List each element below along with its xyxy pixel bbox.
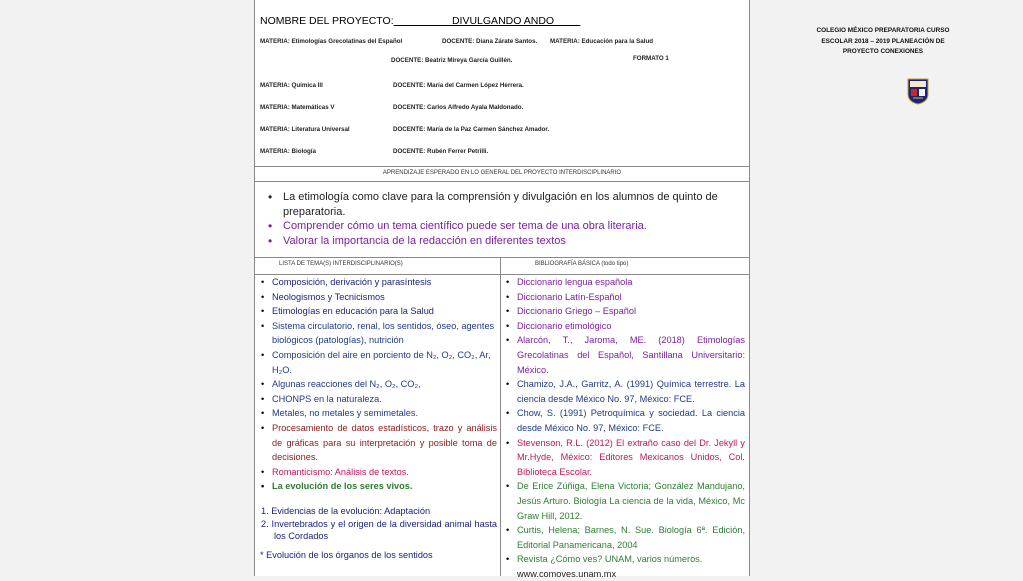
theme-item: • La evolución de los seres vivos. — [259, 479, 497, 494]
bib-item: • Chow, S. (1991) Petroquímica y sociedad. La ciencia desde México No. 97, México: FCE. — [504, 406, 745, 435]
themes-heading: LISTA DE TEMA(S) INTERDISCIPLINARIO(S) — [279, 261, 403, 267]
theme-item: • Composición del aire en porciento de N₂, O₂, CO₂, Ar, H₂O. — [259, 348, 497, 377]
evolution-subitem: 1. Evidencias de la evolución: Adaptación — [261, 506, 431, 516]
learning-item: • Valorar la importancia de la redacción en diferentes textos — [265, 234, 745, 249]
theme-item: • CHONPS en la naturaleza. — [259, 392, 497, 407]
school-crest-icon — [907, 78, 929, 105]
docente-literatura: DOCENTE: María de la Paz Carmen Sánchez Amador. — [393, 126, 550, 133]
theme-item: • Sistema circulatorio, renal, los sentidos, óseo, agentes biológicos (patologías), nutrición — [259, 319, 497, 348]
docente-biologia: DOCENTE: Rubén Ferrer Petrilli. — [393, 148, 489, 155]
document-page — [254, 0, 750, 579]
divider — [255, 181, 749, 182]
learning-item: • Comprender cómo un tema científico puede ser tema de una obra literaria. — [265, 219, 745, 234]
bib-item: • Curtis, Helena; Barnes, N. Sue. Biología 6ª. Edición, Editorial Panamericana, 2004 — [504, 523, 745, 552]
theme-item: • Romanticismo: Análisis de textos. — [259, 465, 497, 480]
docente-matematicas: DOCENTE: Carlos Alfredo Ayala Maldonado. — [393, 104, 524, 111]
divider — [255, 166, 749, 167]
materia-quimica: MATERIA: Química III — [260, 82, 323, 89]
bib-item: • Revista ¿Cómo ves? UNAM, varios números. — [504, 552, 745, 567]
learning-heading: APRENDIZAJE ESPERADO EN LO GENERAL DEL PROYECTO INTERDISCIPLINARIO — [382, 170, 622, 176]
docente-diana: DOCENTE: Diana Zárate Santos. — [442, 38, 538, 45]
school-heading-line: PROYECTO CONEXIONES — [842, 48, 924, 55]
themes-list — [259, 275, 497, 494]
learning-item: • La etimología como clave para la comprensión y divulgación en los alumnos de quinto de preparatoria. — [265, 190, 745, 219]
materia-matematicas: MATERIA: Matemáticas V — [260, 104, 335, 111]
bib-item: • Diccionario lengua española — [504, 275, 745, 290]
bib-item: • De Erice Zúñiga, Elena Victoria; González Mandujano, Jesús Arturo. Biología La ciencia de la vida, México, Mc Graw Hill, 2012. — [504, 479, 745, 523]
theme-item: • Neologismos y Tecnicismos — [259, 290, 497, 305]
evolution-subitem: 2. Invertebrados y el origen de la diversidad animal hasta los Cordados — [261, 518, 497, 542]
learning-list — [265, 190, 745, 248]
bibliography-list — [504, 275, 745, 581]
school-heading — [808, 26, 958, 58]
column-divider — [500, 258, 501, 576]
bib-item: • Diccionario Griego – Español — [504, 304, 745, 319]
theme-item: • Etimologías en educación para la Salud — [259, 304, 497, 319]
school-heading-line: ESCOLAR 2018 – 2019 PLANEACIÓN DE — [821, 37, 945, 45]
divider — [255, 257, 749, 258]
materia-salud: MATERIA: Educación para la Salud — [550, 38, 654, 45]
bib-item: • Chamizo, J.A., Garritz, A. (1991) Química terrestre. La ciencia desde México No. 97, México: FCE. — [504, 377, 745, 406]
project-title — [260, 15, 580, 27]
bib-item: • Diccionario Latín-Español — [504, 290, 745, 305]
bibliography-heading: BIBLIOGRAFÍA BÁSICA (todo tipo) — [535, 261, 629, 267]
evolution-sublist — [261, 505, 497, 543]
theme-item: • Composición, derivación y parasíntesis — [259, 275, 497, 290]
theme-item: • Algunas reacciones del N₂, O₂, CO₂, — [259, 377, 497, 392]
materia-biologia: MATERIA: Biología — [260, 148, 316, 155]
bib-item: • Diccionario etimológico — [504, 319, 745, 334]
theme-item: • Metales, no metales y semimetales. — [259, 406, 497, 421]
theme-item: • Procesamiento de datos estadísticos, trazo y análisis de gráficas para su interpretación y posible toma de decisiones. — [259, 421, 497, 465]
docente-beatriz: DOCENTE: Beatriz Mireya García Guillén. — [391, 57, 513, 64]
project-title-label: NOMBRE DEL PROYECTO: — [260, 15, 394, 27]
format-label: FORMATO 1 — [633, 55, 669, 62]
docente-quimica: DOCENTE: María del Carmen López Herrera. — [393, 82, 524, 89]
materia-etimologias: MATERIA: Etimologías Grecolatinas del Español — [260, 38, 403, 45]
senses-note: * Evolución de los órganos de los sentidos — [260, 550, 433, 560]
bib-link[interactable]: www.comoves.unam.mx — [517, 568, 617, 579]
bib-item: • Alarcón, T., Jaroma, ME. (2018) Etimologías Grecolatinas del Español, Santillana Universitario: México. — [504, 333, 745, 377]
project-title-value: DIVULGANDO ANDO — [451, 15, 555, 27]
bib-item: • Stevenson, R.L. (2012) El extraño caso del Dr. Jekyll y Mr.Hyde, México: Editores Mexicanos Unidos, Col. Biblioteca Escolar. — [504, 436, 745, 480]
materia-literatura: MATERIA: Literatura Universal — [260, 126, 350, 133]
school-heading-line: COLEGIO MÉXICO PREPARATORIA CURSO — [816, 27, 950, 34]
